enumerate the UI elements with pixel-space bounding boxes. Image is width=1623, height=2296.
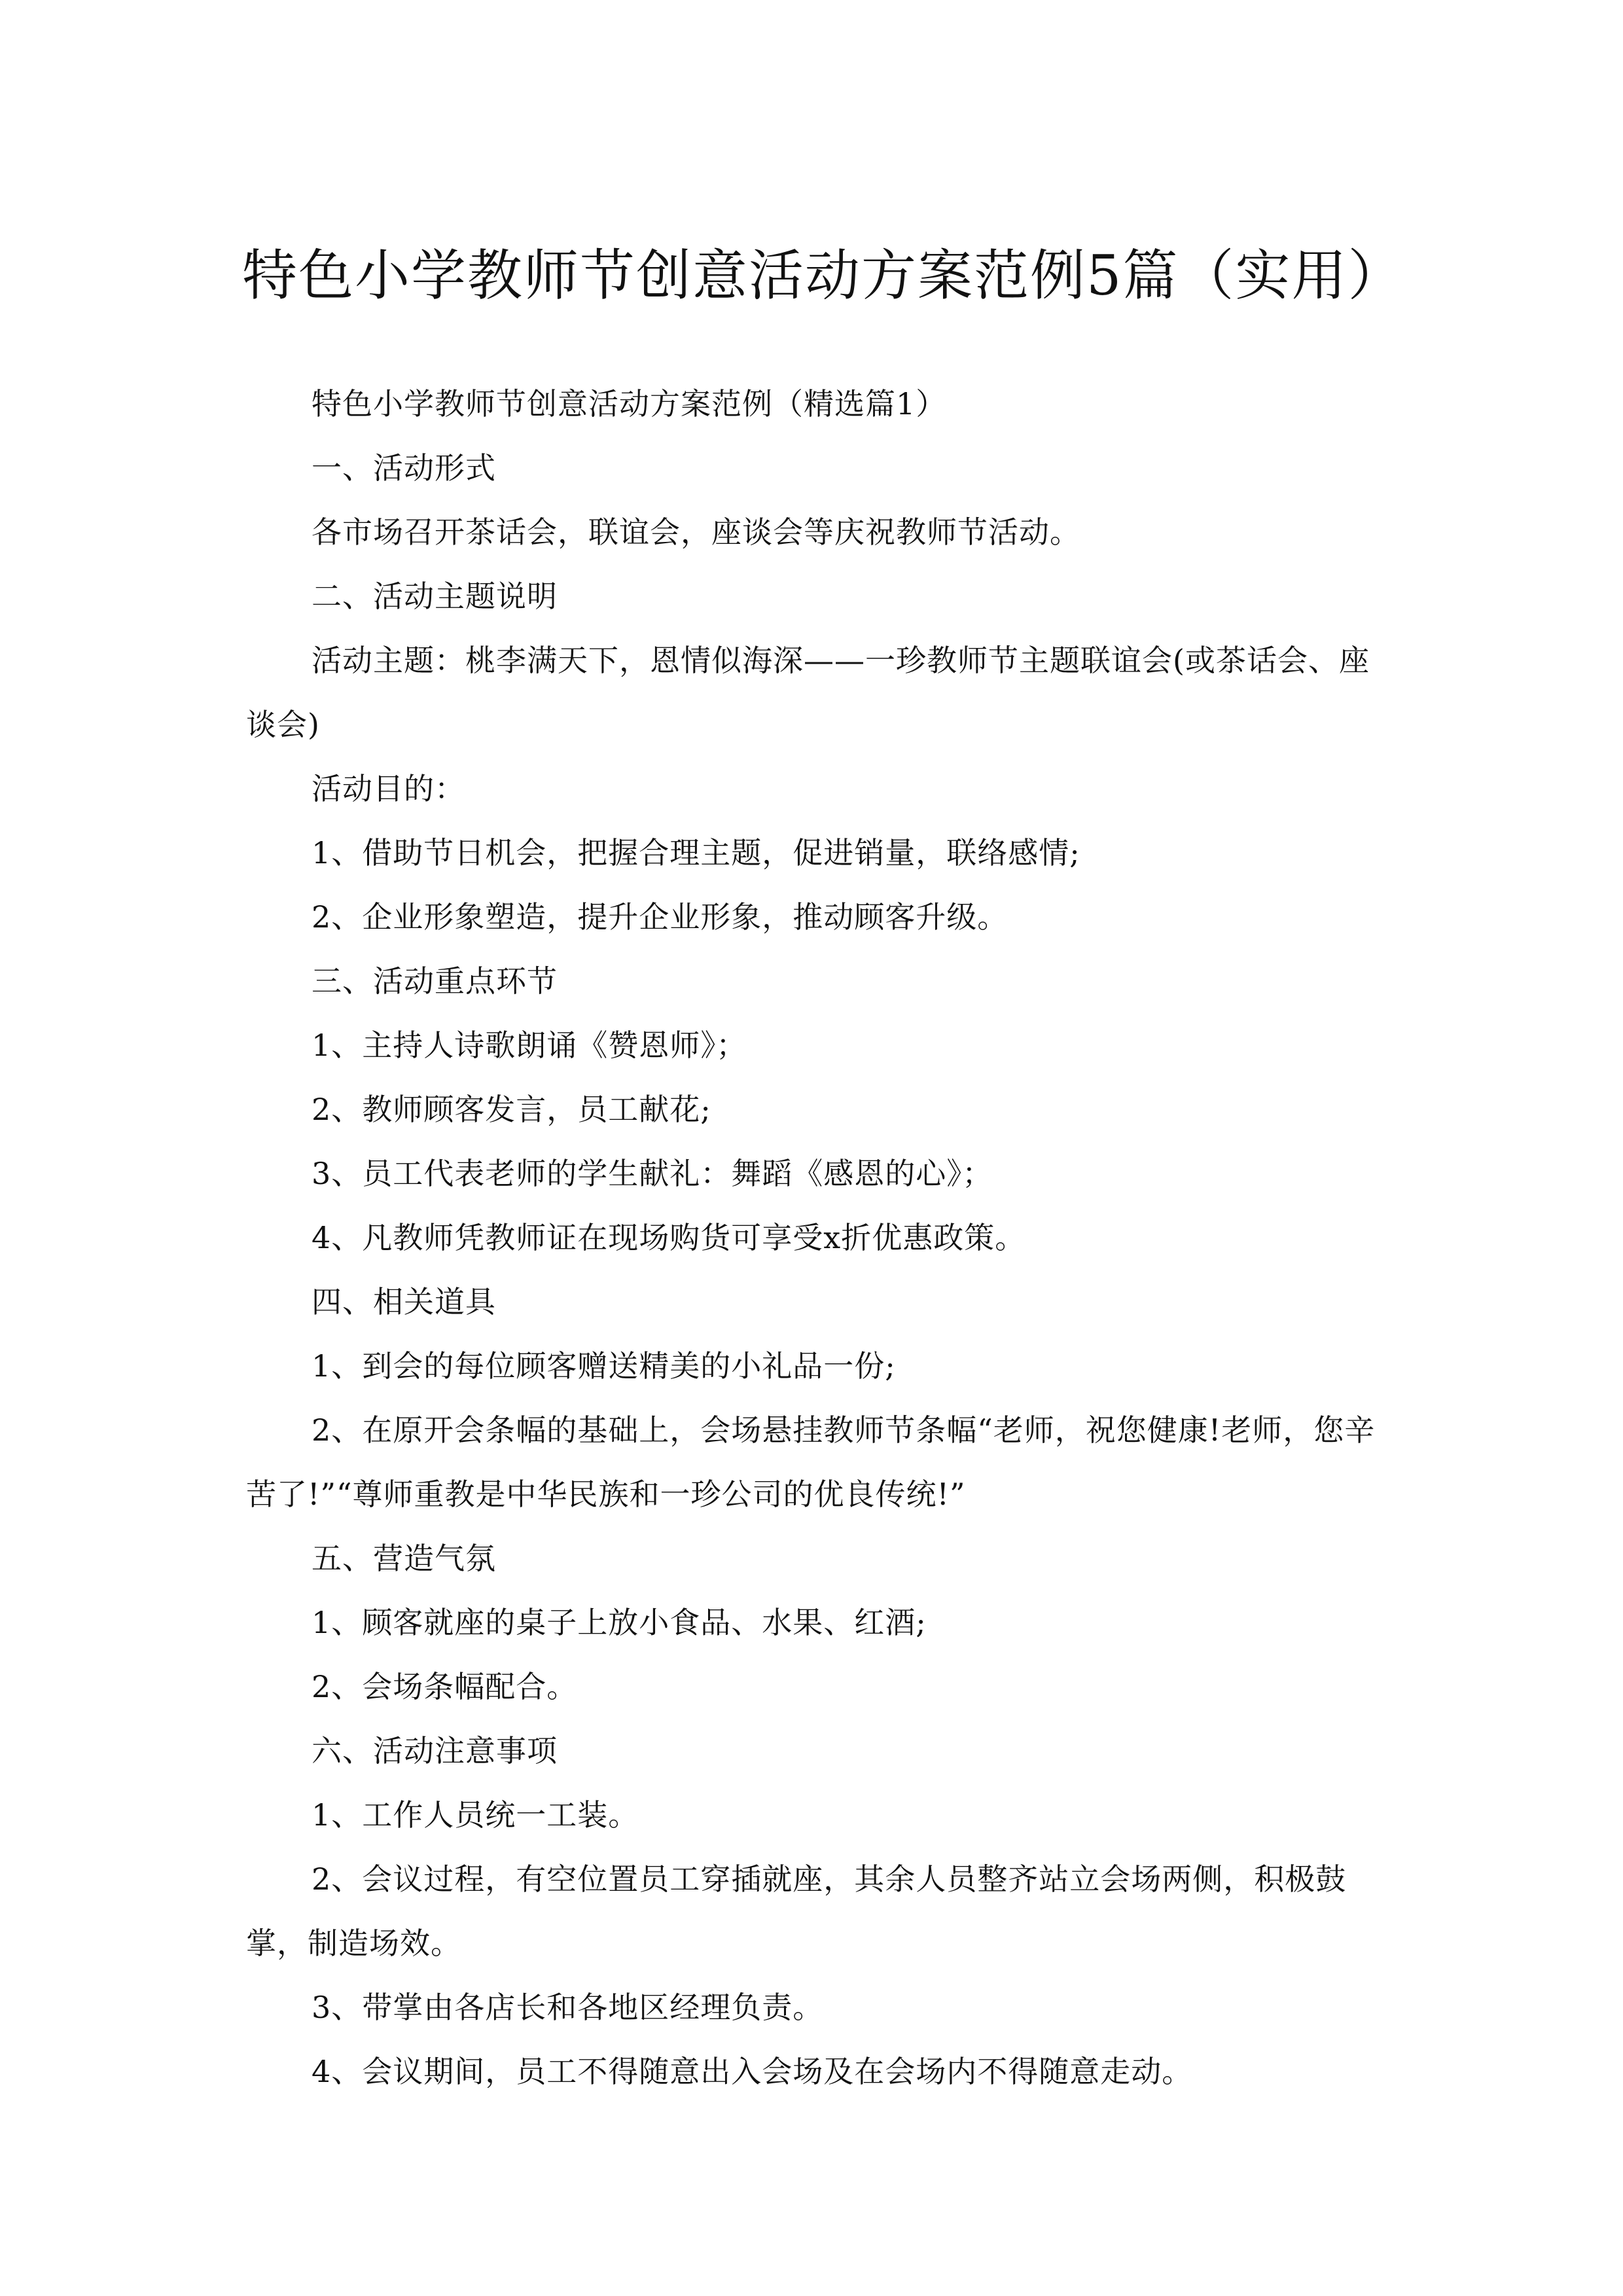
heading-atmosphere: 五、营造气氛 bbox=[312, 1541, 496, 1576]
list-item: 4、会议期间，员工不得随意出入会场及在会场内不得随意走动。 bbox=[312, 2054, 1193, 2089]
list-item: 1、到会的每位顾客赠送精美的小礼品一份; bbox=[312, 1348, 896, 1384]
paragraph: 活动主题：桃李满天下，恩情似海深——一珍教师节主题联谊会(或茶话会、座谈会) bbox=[246, 643, 1370, 742]
list-item: 1、借助节日机会，把握合理主题，促进销量，联络感情; bbox=[312, 835, 1080, 870]
heading-activity-form: 一、活动形式 bbox=[312, 450, 496, 486]
document-title: 特色小学教师节创意活动方案范例5篇（实用） bbox=[242, 243, 1404, 308]
list-item: 1、工作人员统一工装。 bbox=[312, 1797, 639, 1833]
paragraph: 活动目的： bbox=[312, 771, 465, 806]
heading-theme: 二、活动主题说明 bbox=[312, 579, 558, 614]
list-item: 2、企业形象塑造，提升企业形象，推动顾客升级。 bbox=[312, 899, 1008, 935]
list-item: 2、会议过程，有空位置员工穿插就座，其余人员整齐站立会场两侧，积极鼓掌，制造场效。 bbox=[246, 1861, 1347, 1961]
section-subtitle: 特色小学教师节创意活动方案范例（精选篇1） bbox=[312, 386, 947, 422]
list-item: 3、带掌由各店长和各地区经理负责。 bbox=[312, 1990, 824, 2025]
heading-notes: 六、活动注意事项 bbox=[312, 1733, 558, 1768]
list-item: 1、主持人诗歌朗诵《赞恩师》； bbox=[312, 1028, 747, 1063]
heading-key-steps: 三、活动重点环节 bbox=[312, 963, 558, 999]
heading-props: 四、相关道具 bbox=[312, 1284, 496, 1319]
list-item: 2、在原开会条幅的基础上，会场悬挂教师节条幅“老师，祝您健康!老师，您辛苦了!”“尊师重教是中华民族和一珍公司的优良传统!” bbox=[246, 1412, 1376, 1512]
paragraph: 各市场召开茶话会，联谊会，座谈会等庆祝教师节活动。 bbox=[312, 514, 1080, 550]
list-item: 4、凡教师凭教师证在现场购货可享受x折优惠政策。 bbox=[312, 1220, 1026, 1255]
list-item: 2、会场条幅配合。 bbox=[312, 1669, 578, 1704]
list-item: 2、教师顾客发言，员工献花; bbox=[312, 1092, 711, 1127]
list-item: 3、员工代表老师的学生献礼：舞蹈《感恩的心》； bbox=[312, 1156, 993, 1191]
list-item: 1、顾客就座的桌子上放小食品、水果、红酒; bbox=[312, 1605, 927, 1640]
